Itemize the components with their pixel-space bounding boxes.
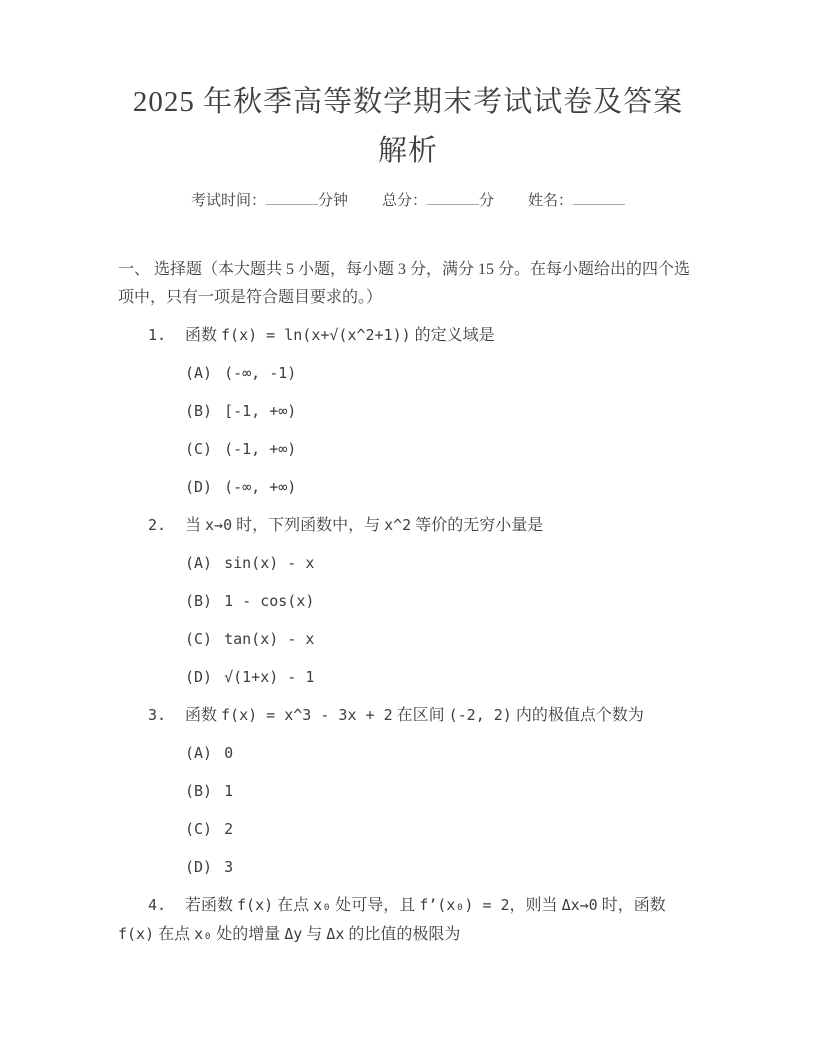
option [118, 359, 698, 388]
option-value: √(1+x) - 1 [224, 668, 315, 686]
total-score-unit: 分 [479, 193, 495, 209]
option [118, 625, 698, 654]
option-label: (B) [185, 402, 213, 420]
question-stem [118, 321, 698, 350]
stem-text-segment: 在区间 [392, 707, 449, 724]
option [118, 815, 698, 844]
stem-text-segment: 当 [185, 517, 206, 534]
option-label: (B) [185, 592, 213, 610]
stem-math-segment: f(x) = ln(x+√(x^2+1)) [221, 326, 411, 344]
option-value: 3 [224, 858, 234, 876]
stem-math-segment: Δx [326, 925, 345, 943]
question-list [118, 321, 698, 949]
question-stem-text [185, 707, 644, 724]
option [118, 853, 698, 882]
question-number: 1. [148, 326, 167, 344]
option-label: (D) [185, 668, 213, 686]
stem-math-segment: x₀ [313, 896, 332, 914]
option-label: (B) [185, 782, 213, 800]
option-label: (D) [185, 858, 213, 876]
option [118, 777, 698, 806]
exam-meta [118, 187, 698, 215]
option-value: sin(x) - x [224, 554, 315, 572]
question [118, 891, 698, 949]
option-value: (-∞, +∞) [224, 478, 297, 496]
exam-time-field [191, 187, 348, 215]
question-number: 3. [148, 706, 167, 724]
stem-text-segment: 时，下列函数中，与 [232, 517, 385, 534]
exam-time-unit: 分钟 [317, 193, 348, 209]
question-stem-text [185, 327, 495, 344]
option [118, 473, 698, 502]
option [118, 663, 698, 692]
question [118, 701, 698, 882]
total-score-blank [427, 189, 479, 205]
option-list [118, 549, 698, 692]
option-value: tan(x) - x [224, 630, 315, 648]
option [118, 549, 698, 578]
option-label: (C) [185, 820, 213, 838]
stem-math-segment: (-2, 2) [448, 706, 512, 724]
stem-math-segment: f(x) [237, 896, 274, 914]
stem-text-segment: 在点 [273, 897, 314, 914]
question-stem [118, 511, 698, 540]
question-number: 4. [148, 896, 167, 914]
stem-math-segment: x→0 [205, 516, 233, 534]
section-heading: 一、 选择题（本大题共 5 小题，每小题 3 分，满分 15 分。在每小题给出的四个选项中，只有一项是符合题目要求的。） [118, 261, 691, 306]
option [118, 435, 698, 464]
stem-math-segment: Δy [284, 925, 303, 943]
total-score-label: 总分： [381, 193, 427, 209]
stem-text-segment: 内的极值点个数为 [511, 707, 644, 724]
stem-text-segment: 处可导，且 [331, 897, 420, 914]
page-title: 2025 年秋季高等数学期末考试试卷及答案解析 [132, 86, 684, 167]
exam-time-label: 考试时间： [190, 193, 266, 209]
stem-text-segment: ，则当 [509, 897, 562, 914]
question [118, 511, 698, 692]
option-value: 1 [224, 782, 234, 800]
option-value: 2 [224, 820, 234, 838]
stem-math-segment: f(x) [118, 925, 155, 943]
stem-text-segment: 若函数 [185, 897, 238, 914]
total-score-field [382, 187, 494, 215]
stem-text-segment: 的比值的极限为 [344, 926, 461, 943]
option [118, 739, 698, 768]
stem-text-segment: 函数 [185, 327, 222, 344]
option-label: (C) [185, 630, 213, 648]
stem-text-segment: 在点 [154, 926, 195, 943]
exam-time-blank [266, 189, 318, 205]
name-blank [573, 189, 625, 205]
stem-math-segment: f(x) = x^3 - 3x + 2 [221, 706, 393, 724]
stem-text-segment: 的定义域是 [410, 327, 495, 344]
option-list [118, 739, 698, 882]
question-number: 2. [148, 516, 167, 534]
question-stem-text [185, 517, 543, 534]
option-label: (D) [185, 478, 213, 496]
question-stem [118, 701, 698, 730]
stem-text-segment: 时，函数 [597, 897, 666, 914]
stem-text-segment: 等价的无穷小量是 [411, 517, 544, 534]
question-stem [118, 891, 698, 949]
option-value: 0 [224, 744, 234, 762]
option-label: (C) [185, 440, 213, 458]
stem-text-segment: 函数 [185, 707, 222, 724]
option [118, 397, 698, 426]
option [118, 587, 698, 616]
option-list [118, 359, 698, 502]
option-value: (-∞, -1) [224, 364, 297, 382]
option-value: [-1, +∞) [224, 402, 297, 420]
stem-math-segment: f’(x₀) = 2 [419, 896, 510, 914]
option-label: (A) [185, 554, 213, 572]
option-value: 1 - cos(x) [224, 592, 315, 610]
stem-math-segment: x^2 [384, 516, 412, 534]
option-label: (A) [185, 744, 213, 762]
question-stem-text [118, 897, 666, 943]
option-value: (-1, +∞) [224, 440, 297, 458]
stem-text-segment: 与 [302, 926, 327, 943]
option-label: (A) [185, 364, 213, 382]
question [118, 321, 698, 502]
name-field [528, 187, 625, 215]
stem-math-segment: Δx→0 [561, 896, 598, 914]
name-label: 姓名： [528, 193, 574, 209]
stem-math-segment: x₀ [194, 925, 213, 943]
stem-text-segment: 处的增量 [212, 926, 285, 943]
